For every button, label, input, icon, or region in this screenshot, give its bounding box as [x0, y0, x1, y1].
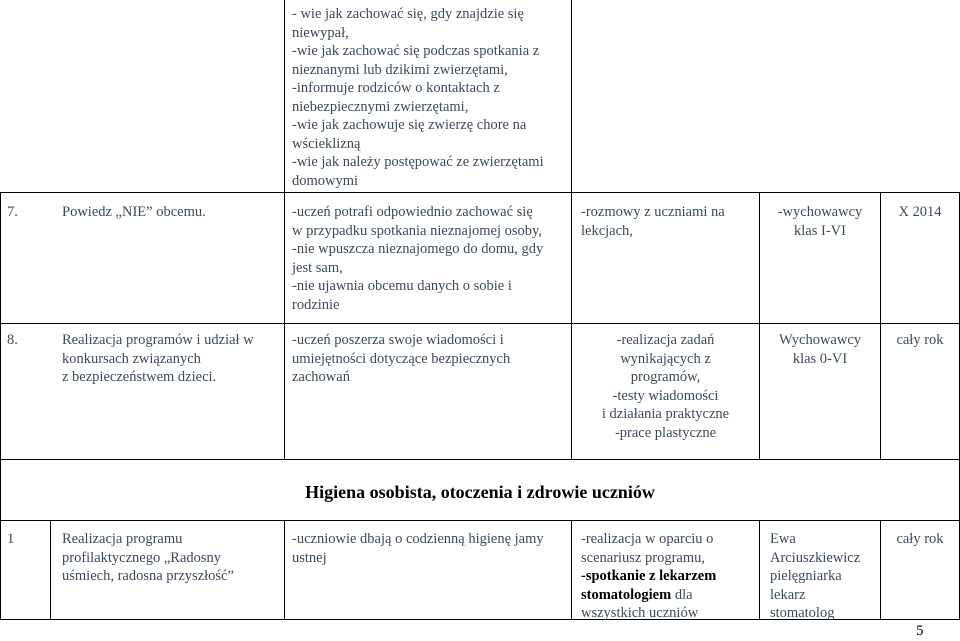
row7-outcome: -uczeń potrafi odpowiednio zachować się w przypadku spotkania nieznajomej osoby, -nie wpuszcza nieznajomego do domu, gdy jest sam, -nie ujawnia obcemu danych o sobie i rodzinie [292, 204, 544, 313]
grid-line [0, 459, 960, 460]
row8-responsible: Wychowawcy klas 0-VI [778, 332, 862, 367]
section-heading: Higiena osobista, otoczenia i zdrowie uczniów [305, 482, 655, 502]
row1-form-bold1: -spotkanie z lekarzem [581, 568, 717, 584]
row7-date: X 2014 [898, 204, 942, 220]
grid-line [880, 192, 881, 460]
row8-task: Realizacja programów i udział w konkursach związanych z bezpieczeństwem dzieci. [62, 332, 254, 385]
row1-form-tail: dla [671, 586, 693, 603]
grid-line [0, 323, 960, 324]
row1-task: Realizacja programu profilaktycznego „Radosny uśmiech, radosna przyszłość” [62, 531, 234, 584]
row8-outcome: -uczeń poszerza swoje wiadomości i umiejętności dotyczące bezpiecznych zachowań [292, 332, 511, 385]
grid-line [759, 520, 760, 620]
row8-date: cały rok [896, 332, 944, 348]
grid-line [0, 520, 960, 521]
grid-line [571, 0, 572, 193]
row8-form: -realizacja zadań wynikających z programów, -testy wiadomości i działania praktyczne -prace plastyczne [601, 332, 730, 441]
row7-number: 7. [7, 204, 18, 220]
row7-form: -rozmowy z uczniami na lekcjach, [581, 204, 725, 239]
row7-task: Powiedz „NIE” obcemu. [62, 204, 206, 220]
row1-form [581, 530, 759, 623]
row1-date: cały rok [896, 531, 944, 547]
grid-line [284, 0, 285, 193]
row1-form-line1: -realizacja w oparciu o scenariusz programu, [581, 531, 714, 566]
row7-responsible: -wychowawcy klas I-VI [777, 204, 863, 239]
row8-number: 8. [7, 332, 18, 348]
row1-form-bold2: stomatologiem [581, 586, 672, 603]
grid-line [571, 520, 572, 620]
row1-form-last: wszystkich uczniów [581, 605, 699, 621]
page-number: 5 [916, 623, 924, 639]
grid-line [284, 192, 285, 460]
row1-responsible: Ewa Arciuszkiewicz pielęgniarka lekarz stomatolog [770, 531, 861, 621]
top-outcome-text: - wie jak zachować się, gdy znajdzie się niewypał, -wie jak zachować się podczas spotkania z nieznanymi lub dzikimi zwierzętami, -informuje rodziców o kontaktach z niebezpiecznymi zwierzętami, -wie jak zachowuje się zwierzę chore na wścieklizną -wie jak należy postępować ze zwierzętami domowymi [292, 6, 544, 189]
grid-line [0, 192, 960, 193]
grid-line [50, 520, 51, 620]
row1-outcome: -uczniowie dbają o codzienną higienę jamy ustnej [292, 531, 544, 566]
grid-line [284, 520, 285, 620]
grid-line [0, 520, 1, 620]
row1-number: 1 [7, 531, 15, 547]
grid-line [0, 192, 1, 460]
